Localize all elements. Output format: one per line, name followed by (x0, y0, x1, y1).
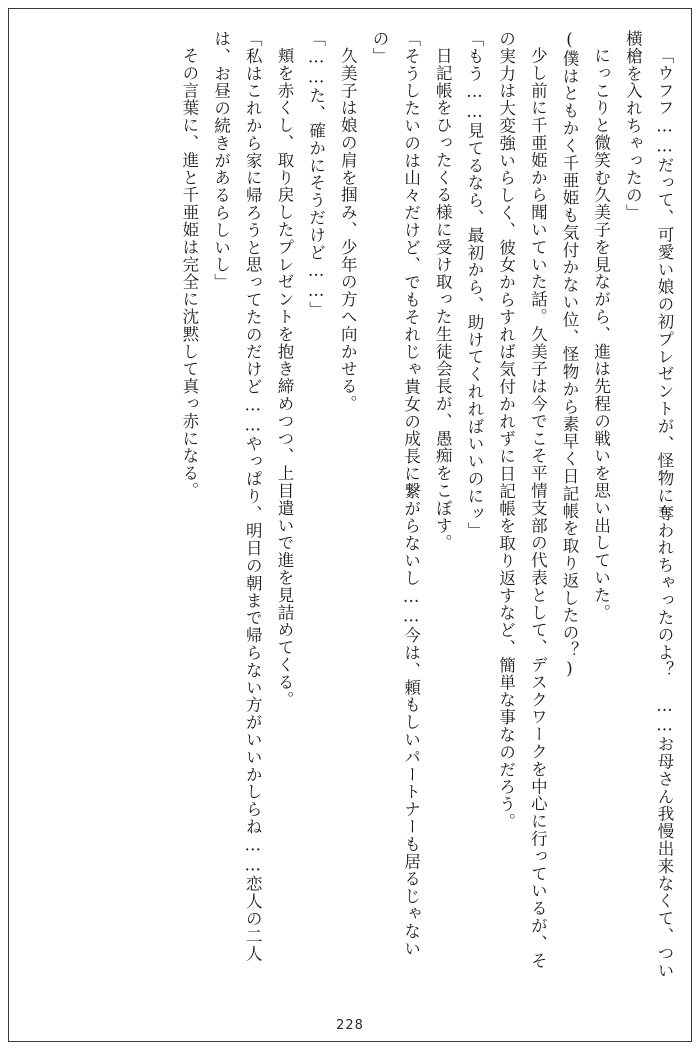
paragraph: 「もう……見てるなら、最初から、助けてくれればいいのにッ」 (464, 30, 484, 540)
paragraph: 「……た、確かにそうだけど……」 (306, 30, 326, 319)
paragraph: その言葉に、進と千亜姫は完全に沈黙して真っ赤になる。 (179, 46, 199, 499)
paragraph: 日記帳をひったくる様に受け取った生徒会長が、愚痴をこぼす。 (433, 46, 453, 552)
paragraph: 「そうしたいのは山々だけど、でもそれじゃ貴女の成長に繋がらないし……今は、頼もしいパートナーも居るじゃないの」 (369, 30, 421, 958)
paragraph: 久美子は娘の肩を掴み、少年の方へ向かせる。 (338, 46, 358, 412)
paragraph: 「私はこれから家に帰ろうと思ってたのだけど……やっぱり、明日の朝まで帰らない方がいいかしらね……恋人の二人は、お昼の続きがあるらしいし」 (211, 30, 263, 963)
paragraph: にっこりと微笑む久美子を見ながら、進は先程の戦いを思い出していた。 (591, 46, 611, 621)
page-number: 228 (336, 1018, 364, 1033)
vertical-text-body (20, 30, 680, 980)
paragraph: 頬を赤くし、取り戻したプレゼントを抱き締めつつ、上目遣いで進を見詰めてくる。 (274, 46, 294, 708)
paragraph: 「ウフフ……だって、可愛い娘の初プレゼントが、怪物に奪われちゃったのよ？ ……お母さん我慢出来なくて、つい横槍を入れちゃったの」 (623, 30, 674, 979)
paragraph: (僕はともかく千亜姫も気付かない位、怪物から素早く日記帳を取り返したの？) (559, 30, 579, 679)
paragraph: 少し前に千亜姫から聞いていた話。久美子は今でこそ平情支部の代表として、デスクワークを中心に行っているが、その実力は大変強いらしく、彼女からすれば気付かれずに日記帳を取り返すなど、簡単な事なのだろう。 (496, 30, 548, 969)
